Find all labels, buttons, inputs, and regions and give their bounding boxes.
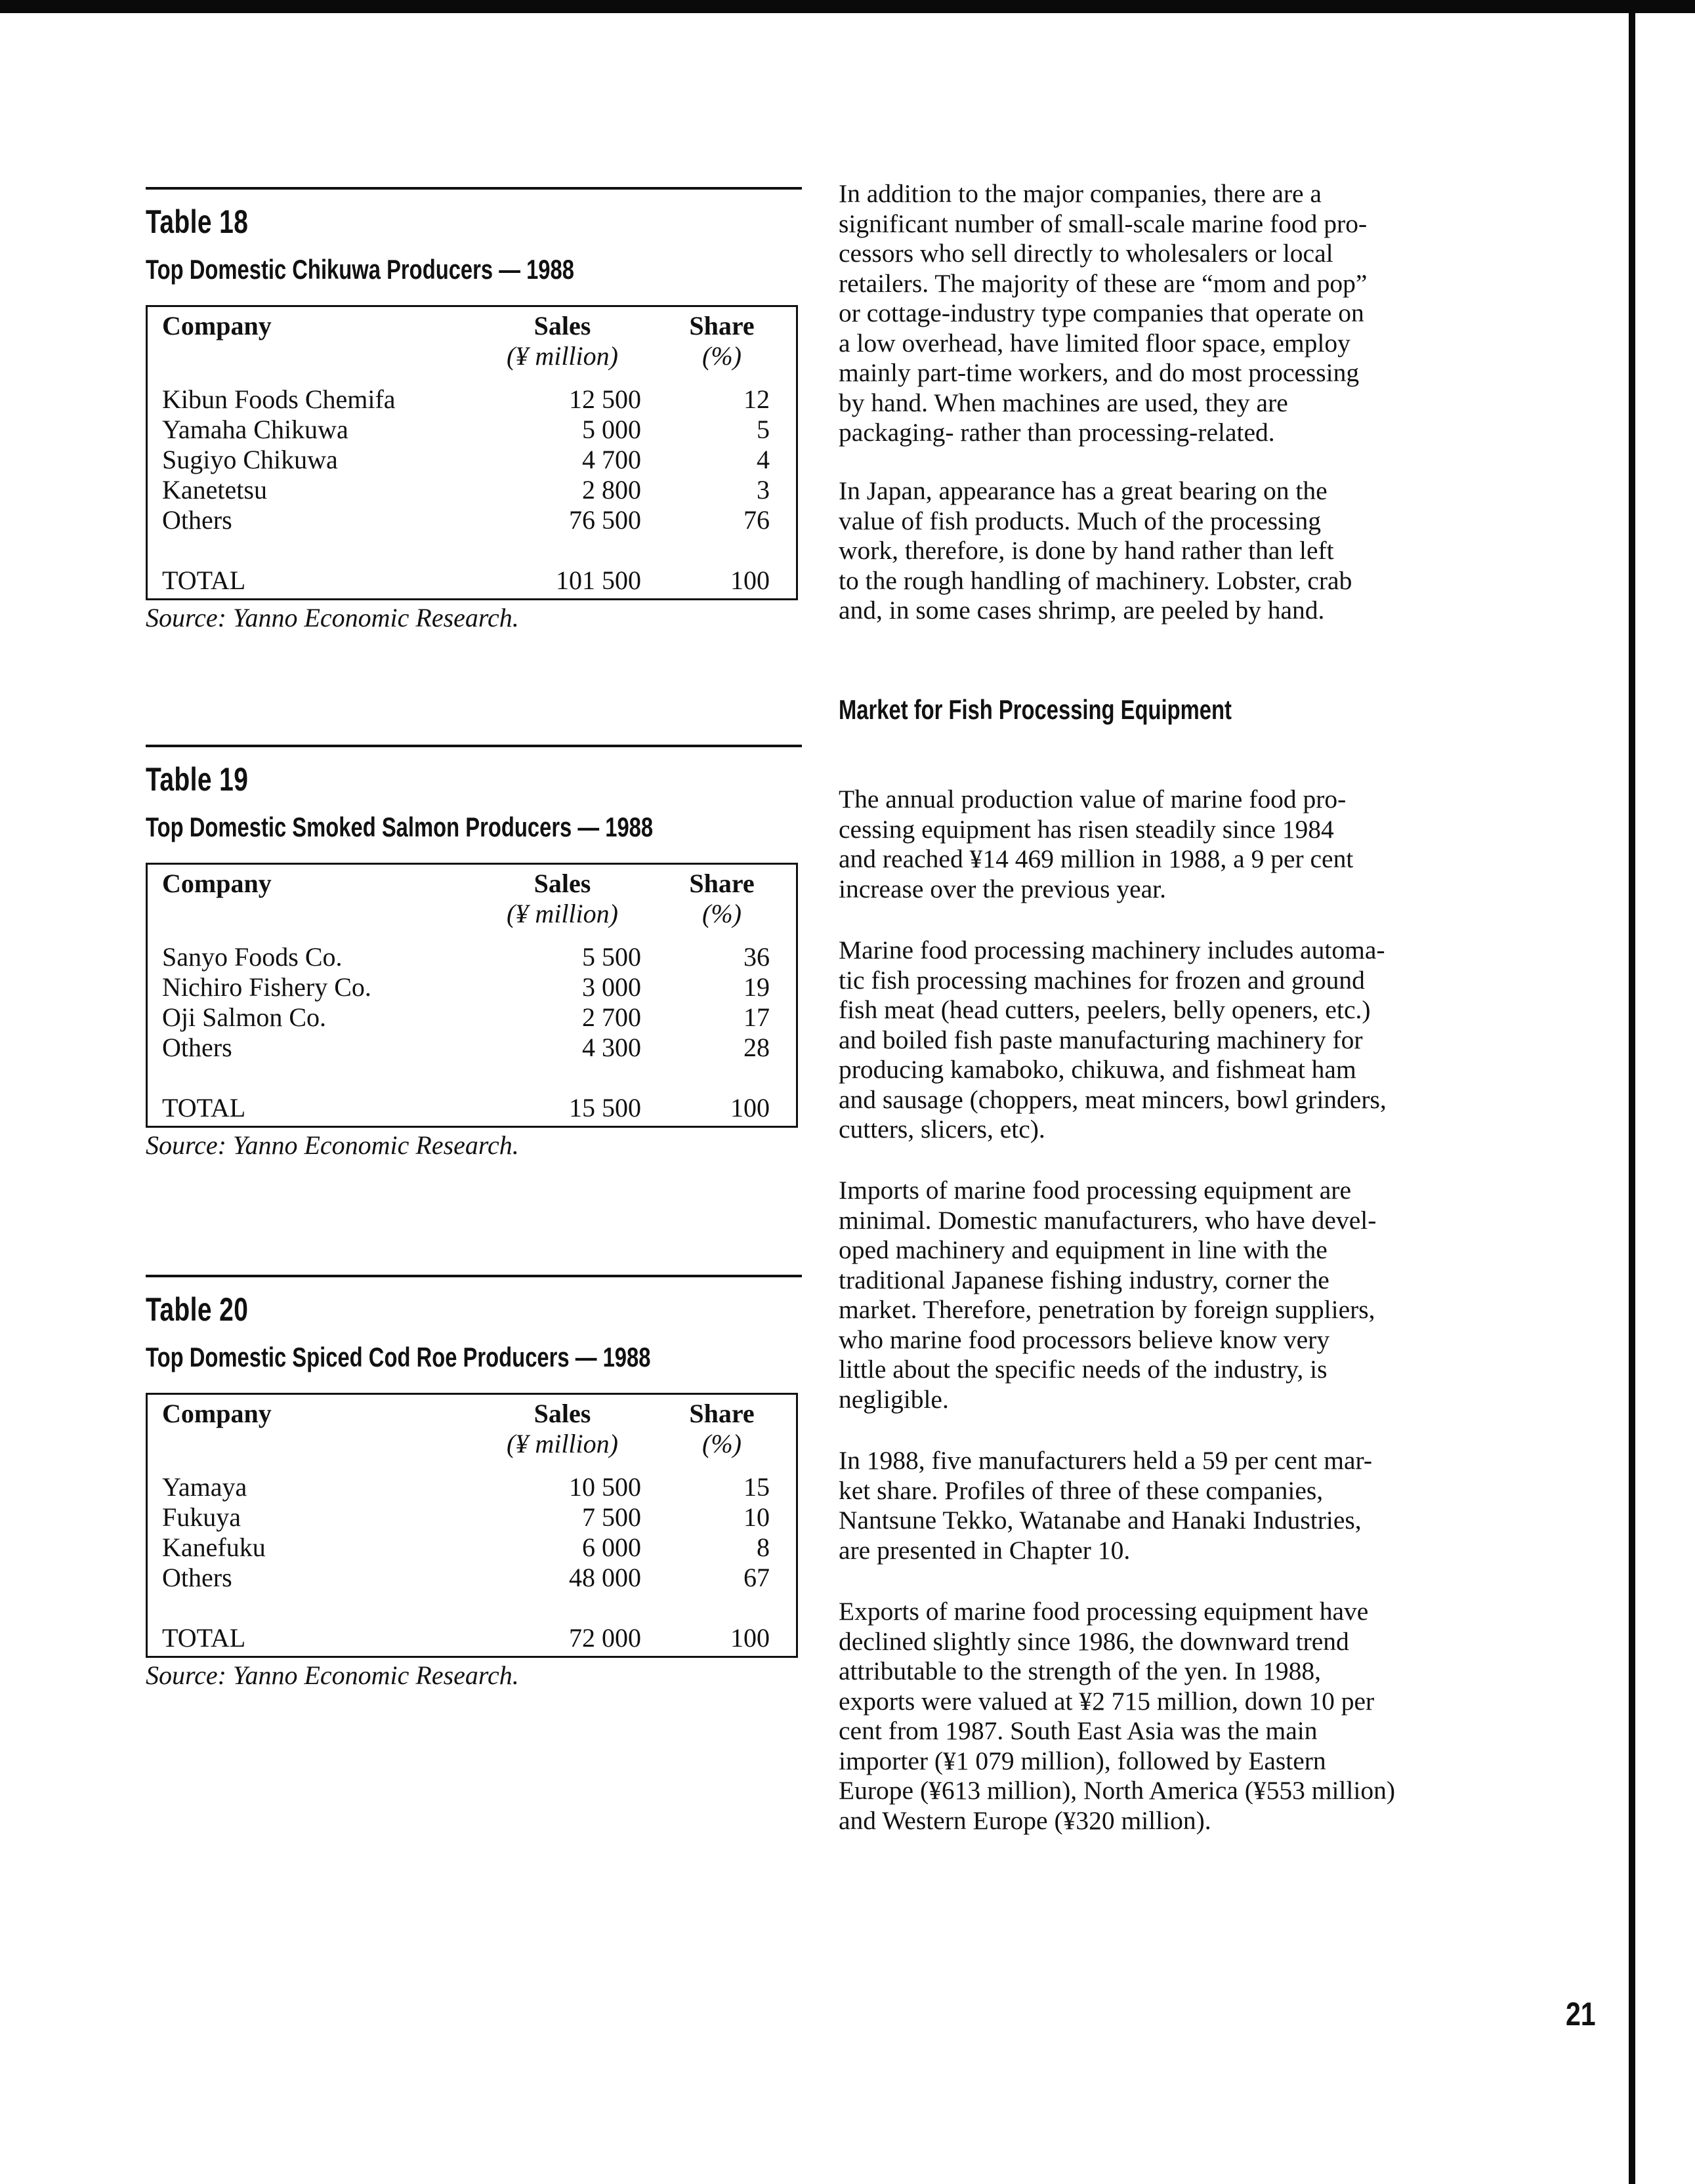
share-cell: 10 bbox=[743, 1502, 770, 1532]
data-table bbox=[162, 869, 783, 1123]
sales-cell: 6 000 bbox=[582, 1533, 641, 1562]
table-box bbox=[146, 1393, 798, 1658]
sales-unit: (¥ million) bbox=[507, 1429, 618, 1458]
text-line: traditional Japanese fishing industry, corner the bbox=[839, 1265, 1329, 1294]
text-line: little about the specific needs of the industry, is bbox=[839, 1355, 1328, 1384]
table-source: Source: Yanno Economic Research. bbox=[146, 1660, 519, 1690]
header-company: Company bbox=[162, 1399, 272, 1428]
sales-unit: (¥ million) bbox=[507, 341, 618, 371]
text-line: In Japan, appearance has a great bearing on the bbox=[839, 476, 1328, 505]
text-line: cessing equipment has risen steadily since 1984 bbox=[839, 814, 1334, 844]
sales-cell: 4 700 bbox=[582, 445, 641, 474]
paragraph-exports bbox=[839, 1597, 1521, 1836]
share-cell: 5 bbox=[757, 415, 770, 444]
text-line: In 1988, five manufacturers held a 59 per cent mar- bbox=[839, 1446, 1373, 1475]
unit-row bbox=[162, 1429, 783, 1459]
sales-cell: 76 500 bbox=[569, 505, 641, 535]
table-20-block bbox=[146, 1275, 802, 1691]
text-line: cent from 1987. South East Asia was the main bbox=[839, 1716, 1318, 1745]
company-cell: Oji Salmon Co. bbox=[162, 1002, 327, 1032]
header-sales: Sales bbox=[534, 311, 591, 340]
text-line: a low overhead, have limited floor space, employ bbox=[839, 328, 1350, 358]
text-line: retailers. The majority of these are “mom and pop” bbox=[839, 268, 1368, 298]
table-title: Top Domestic Smoked Salmon Producers — 1988 bbox=[146, 812, 654, 842]
share-cell: 4 bbox=[757, 445, 770, 474]
text-line: importer (¥1 079 million), followed by Eastern bbox=[839, 1746, 1326, 1775]
total-label: TOTAL bbox=[162, 566, 246, 595]
table-box bbox=[146, 863, 798, 1128]
table-rule bbox=[146, 745, 802, 747]
unit-row bbox=[162, 341, 783, 371]
share-cell: 28 bbox=[743, 1033, 770, 1062]
right-border bbox=[1629, 0, 1635, 2184]
text-line: work, therefore, is done by hand rather than left bbox=[839, 536, 1334, 565]
sales-cell: 5 000 bbox=[582, 415, 641, 444]
paragraph-machinery bbox=[839, 936, 1521, 1145]
table-row bbox=[162, 1472, 783, 1502]
table-rule bbox=[146, 187, 802, 190]
text-line: Exports of marine food processing equipment have bbox=[839, 1597, 1369, 1626]
text-line: value of fish products. Much of the processing bbox=[839, 506, 1321, 535]
sales-cell: 2 800 bbox=[582, 475, 641, 505]
table-box bbox=[146, 305, 798, 600]
table-19-block bbox=[146, 745, 802, 1161]
table-18-block bbox=[146, 187, 802, 633]
total-sales: 15 500 bbox=[569, 1093, 641, 1123]
total-row bbox=[162, 1093, 783, 1123]
company-cell: Nichiro Fishery Co. bbox=[162, 972, 371, 1002]
table-row bbox=[162, 1502, 783, 1533]
table-number: Table 20 bbox=[146, 1291, 249, 1328]
data-table bbox=[162, 1399, 783, 1653]
table-row bbox=[162, 1563, 783, 1593]
text-line: declined slightly since 1986, the downward trend bbox=[839, 1626, 1349, 1656]
text-line: Marine food processing machinery includes automa- bbox=[839, 936, 1385, 964]
company-cell: Kanetetsu bbox=[162, 475, 267, 505]
text-line: who marine food processors believe know very bbox=[839, 1325, 1330, 1354]
sales-cell: 12 500 bbox=[569, 384, 641, 414]
paragraph-imports bbox=[839, 1176, 1521, 1414]
text-line: minimal. Domestic manufacturers, who have devel- bbox=[839, 1205, 1377, 1235]
text-line: significant number of small-scale marine food pro- bbox=[839, 209, 1368, 238]
total-share: 100 bbox=[730, 566, 770, 595]
text-line: mainly part-time workers, and do most processing bbox=[839, 358, 1360, 387]
table-source: Source: Yanno Economic Research. bbox=[146, 603, 519, 632]
top-border bbox=[0, 0, 1695, 13]
text-line: fish meat (head cutters, peelers, belly openers, etc.) bbox=[839, 995, 1371, 1024]
company-cell: Sanyo Foods Co. bbox=[162, 942, 343, 972]
total-share: 100 bbox=[730, 1623, 770, 1653]
share-cell: 12 bbox=[743, 384, 770, 414]
total-label: TOTAL bbox=[162, 1093, 246, 1123]
table-title: Top Domestic Spiced Cod Roe Producers — 1988 bbox=[146, 1342, 651, 1372]
text-line: cessors who sell directly to wholesalers or local bbox=[839, 239, 1333, 268]
text-line: increase over the previous year. bbox=[839, 874, 1167, 903]
total-row bbox=[162, 1623, 783, 1653]
company-cell: Yamaya bbox=[162, 1472, 247, 1502]
data-table bbox=[162, 311, 783, 596]
text-line: to the rough handling of machinery. Lobster, crab bbox=[839, 566, 1352, 595]
header-sales: Sales bbox=[534, 869, 591, 898]
table-number: Table 19 bbox=[146, 761, 249, 798]
header-share: Share bbox=[689, 869, 755, 898]
table-row bbox=[162, 1002, 783, 1033]
table-row bbox=[162, 415, 783, 445]
paragraph-production-value bbox=[839, 785, 1521, 904]
share-cell: 36 bbox=[743, 942, 770, 972]
text-line: and sausage (choppers, meat mincers, bowl grinders, bbox=[839, 1084, 1387, 1114]
company-cell: Others bbox=[162, 505, 232, 535]
total-label: TOTAL bbox=[162, 1623, 246, 1653]
header-row bbox=[162, 869, 783, 899]
total-share: 100 bbox=[730, 1093, 770, 1123]
text-line: tic fish processing machines for frozen and ground bbox=[839, 965, 1365, 995]
paragraph-manufacturers bbox=[839, 1446, 1521, 1565]
company-cell: Kibun Foods Chemifa bbox=[162, 384, 396, 414]
share-cell: 15 bbox=[743, 1472, 770, 1502]
sales-cell: 4 300 bbox=[582, 1033, 641, 1062]
share-unit: (%) bbox=[702, 1429, 742, 1458]
text-line: exports were valued at ¥2 715 million, down 10 per bbox=[839, 1686, 1375, 1716]
sales-cell: 10 500 bbox=[569, 1472, 641, 1502]
text-line: oped machinery and equipment in line with the bbox=[839, 1235, 1328, 1264]
page-number: 21 bbox=[1566, 1996, 1596, 2032]
text-line: and reached ¥14 469 million in 1988, a 9 per cent bbox=[839, 844, 1354, 873]
table-row bbox=[162, 505, 783, 535]
header-share: Share bbox=[689, 311, 755, 340]
sales-cell: 7 500 bbox=[582, 1502, 641, 1532]
company-cell: Fukuya bbox=[162, 1502, 241, 1532]
sales-cell: 2 700 bbox=[582, 1002, 641, 1032]
text-line: packaging- rather than processing-related. bbox=[839, 418, 1275, 447]
text-line: producing kamaboko, chikuwa, and fishmeat ham bbox=[839, 1055, 1356, 1084]
company-cell: Sugiyo Chikuwa bbox=[162, 445, 338, 474]
header-company: Company bbox=[162, 311, 272, 340]
share-cell: 76 bbox=[743, 505, 770, 535]
share-cell: 8 bbox=[757, 1533, 770, 1562]
header-company: Company bbox=[162, 869, 272, 898]
table-row bbox=[162, 1033, 783, 1063]
paragraph-appearance bbox=[839, 476, 1521, 626]
text-line: Nantsune Tekko, Watanabe and Hanaki Industries, bbox=[839, 1506, 1362, 1535]
table-row bbox=[162, 384, 783, 415]
table-row bbox=[162, 972, 783, 1002]
text-line: and boiled fish paste manufacturing machinery for bbox=[839, 1025, 1363, 1054]
sales-cell: 3 000 bbox=[582, 972, 641, 1002]
text-line: and Western Europe (¥320 million). bbox=[839, 1805, 1211, 1835]
text-line: by hand. When machines are used, they are bbox=[839, 388, 1288, 417]
share-cell: 17 bbox=[743, 1002, 770, 1032]
text-line: or cottage-industry type companies that operate on bbox=[839, 299, 1364, 327]
company-cell: Yamaha Chikuwa bbox=[162, 415, 348, 444]
share-cell: 3 bbox=[757, 475, 770, 505]
text-line: ket share. Profiles of three of these companies, bbox=[839, 1475, 1324, 1505]
share-unit: (%) bbox=[702, 899, 742, 928]
share-cell: 67 bbox=[743, 1563, 770, 1592]
unit-row bbox=[162, 899, 783, 929]
sales-cell: 48 000 bbox=[569, 1563, 641, 1592]
table-source: Source: Yanno Economic Research. bbox=[146, 1130, 519, 1160]
text-line: and, in some cases shrimp, are peeled by hand. bbox=[839, 596, 1325, 625]
sales-cell: 5 500 bbox=[582, 942, 641, 972]
header-row bbox=[162, 1399, 783, 1429]
table-rule bbox=[146, 1275, 802, 1277]
text-line: are presented in Chapter 10. bbox=[839, 1535, 1131, 1565]
header-row bbox=[162, 311, 783, 341]
company-cell: Others bbox=[162, 1563, 232, 1592]
table-row bbox=[162, 445, 783, 475]
table-row bbox=[162, 1533, 783, 1563]
total-sales: 101 500 bbox=[556, 566, 641, 595]
share-cell: 19 bbox=[743, 972, 770, 1002]
table-title: Top Domestic Chikuwa Producers — 1988 bbox=[146, 254, 574, 285]
paragraph-small-scale-processors bbox=[839, 179, 1521, 448]
text-line: In addition to the major companies, there are a bbox=[839, 179, 1322, 208]
header-sales: Sales bbox=[534, 1399, 591, 1428]
text-line: The annual production value of marine food pro- bbox=[839, 785, 1347, 814]
text-line: cutters, slicers, etc). bbox=[839, 1115, 1045, 1144]
sales-unit: (¥ million) bbox=[507, 899, 618, 928]
table-number: Table 18 bbox=[146, 203, 249, 240]
text-line: Europe (¥613 million), North America (¥553 million) bbox=[839, 1776, 1395, 1805]
share-unit: (%) bbox=[702, 341, 742, 371]
company-cell: Others bbox=[162, 1033, 232, 1062]
total-row bbox=[162, 566, 783, 596]
text-line: attributable to the strength of the yen. In 1988, bbox=[839, 1657, 1321, 1685]
text-line: Imports of marine food processing equipment are bbox=[839, 1176, 1351, 1205]
table-row bbox=[162, 475, 783, 505]
company-cell: Kanefuku bbox=[162, 1533, 266, 1562]
table-row bbox=[162, 942, 783, 972]
text-line: negligible. bbox=[839, 1384, 949, 1414]
section-heading: Market for Fish Processing Equipment bbox=[839, 694, 1232, 725]
text-line: market. Therefore, penetration by foreign suppliers, bbox=[839, 1295, 1375, 1324]
total-sales: 72 000 bbox=[569, 1623, 641, 1653]
header-share: Share bbox=[689, 1399, 755, 1428]
